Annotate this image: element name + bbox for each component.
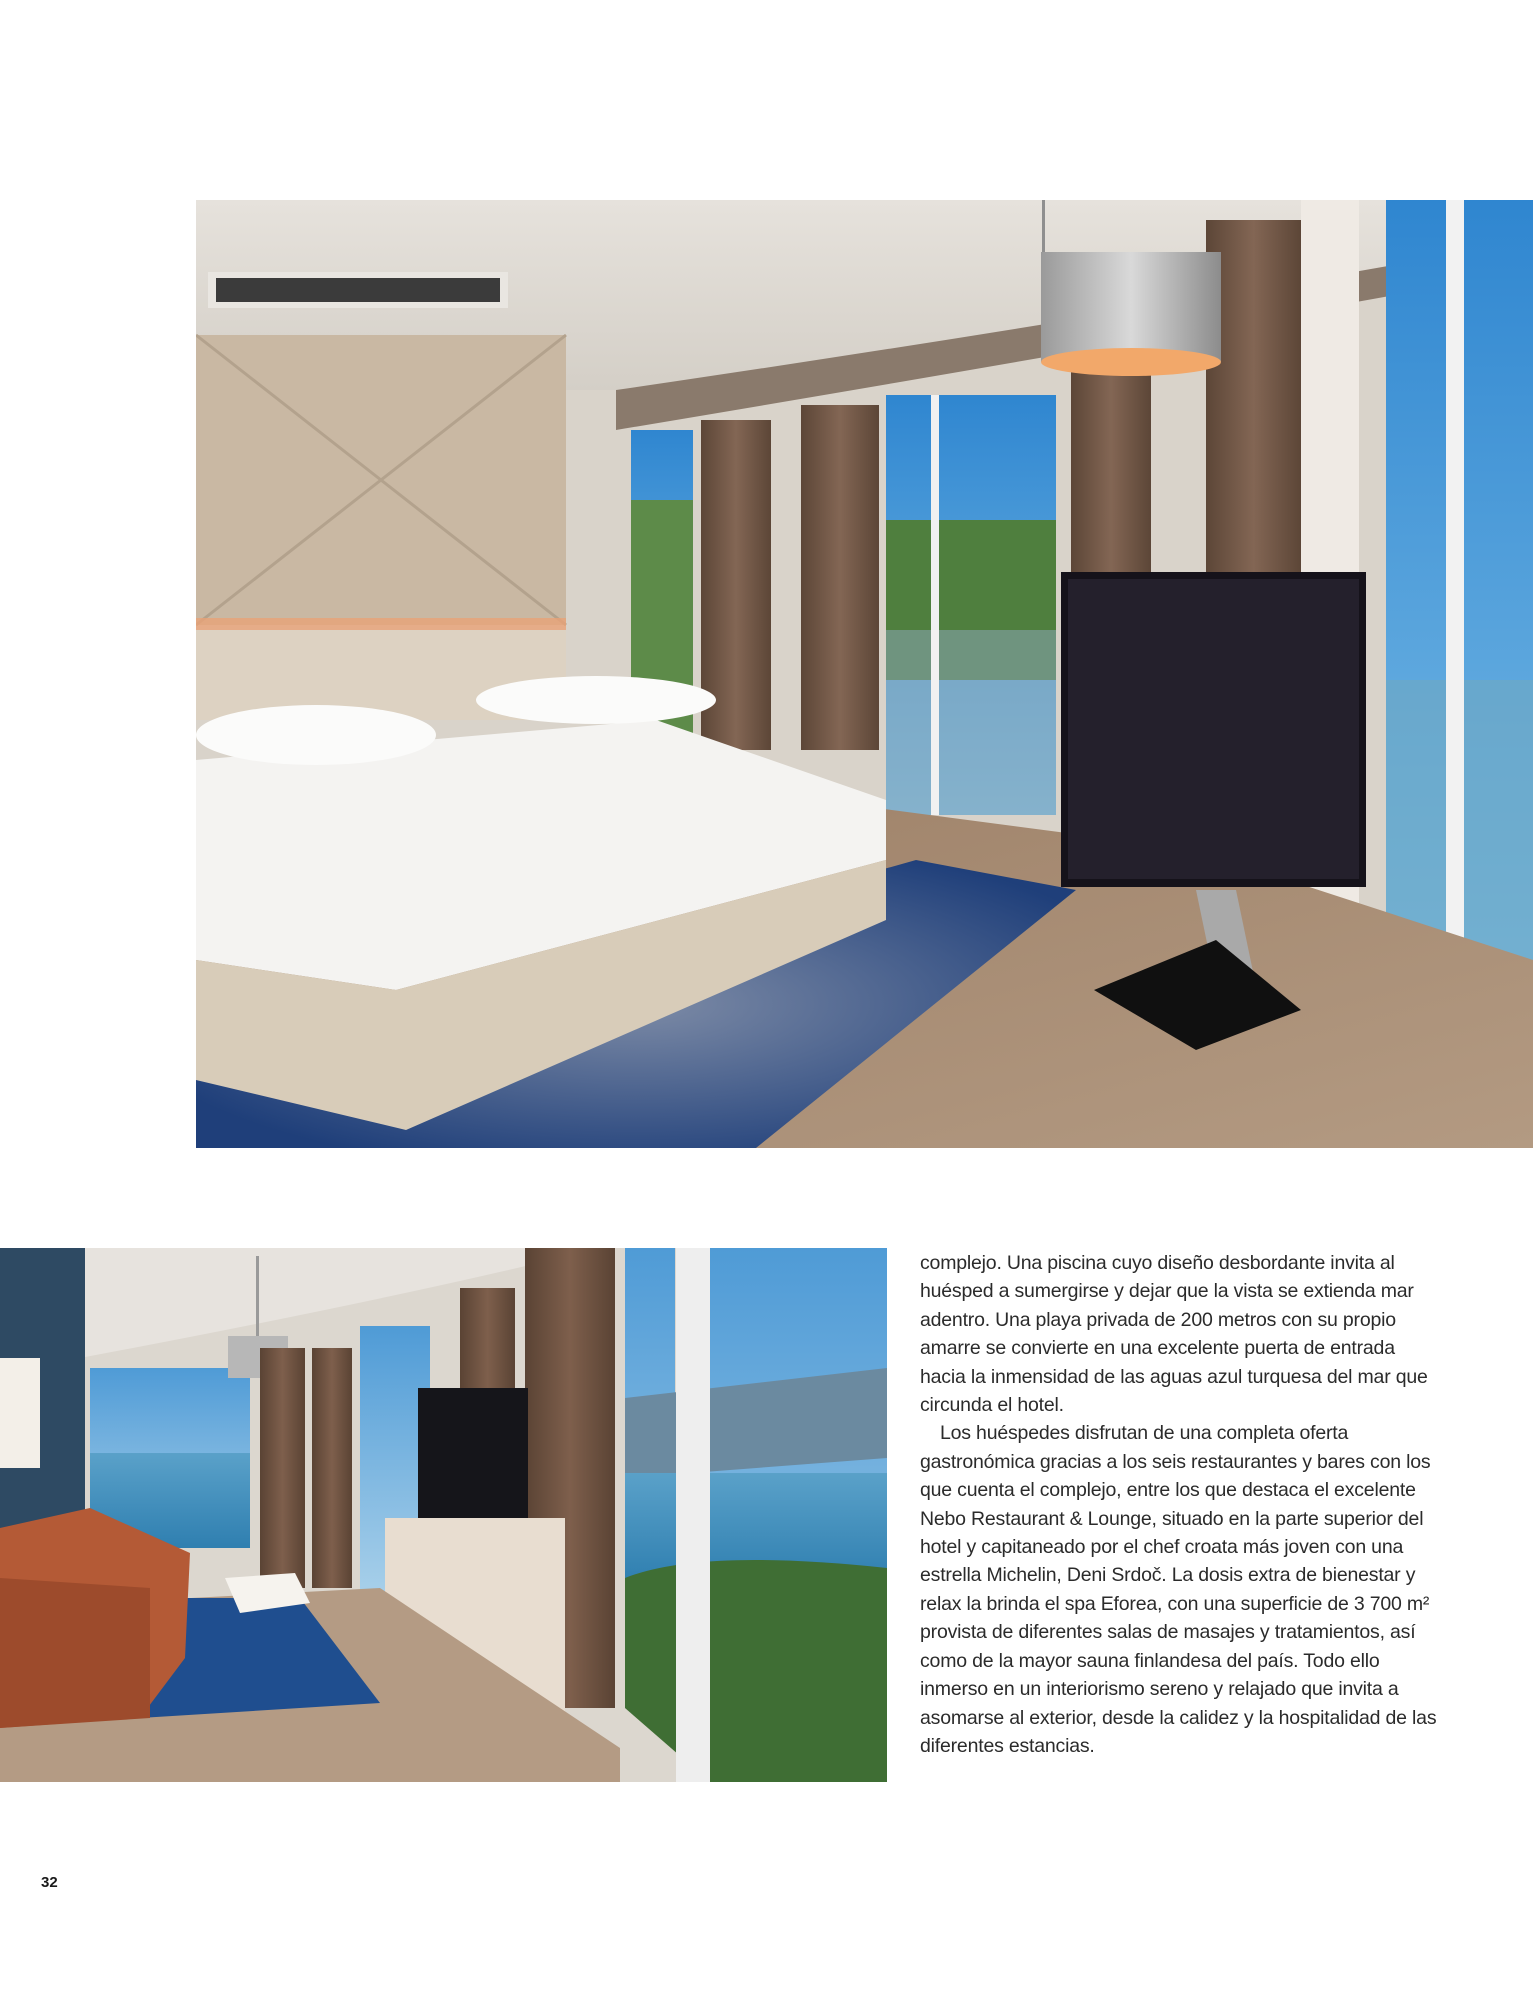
article-paragraph: complejo. Una piscina cuyo diseño desbordante invita al huésped a sumergirse y dejar que la vista se extienda mar adentro. Una playa privada de 200 metros con su propio amarre se convierte en una excelente puerta de entrada hacia la inmensidad de las aguas azul turquesa del mar que circunda el hotel. [920, 1252, 1428, 1417]
article-body [920, 1249, 1440, 1760]
living-room-photo [0, 1248, 887, 1782]
bedroom-photo [196, 200, 1533, 1148]
page-number: 32 [41, 1874, 58, 1891]
article-paragraph: Los huéspedes disfrutan de una completa oferta gastronómica gracias a los seis restaurantes y bares con los que cuenta el complejo, entre los que destaca el excelente Nebo Restaurant & Lounge, situado en la parte superior del hotel y capitaneado por el chef croata más joven con una estrella Michelin, Deni Srdoč. La dosis extra de bienestar y relax la brinda el spa Eforea, con una superficie de 3 700 m² provista de diferentes salas de masajes y tratamientos, así como de la mayor sauna finlandesa del país. Todo ello inmerso en un interiorismo sereno y relajado que invita a asomarse al exterior, desde la calidez y la hospitalidad de las diferentes estancias. [920, 1422, 1437, 1757]
